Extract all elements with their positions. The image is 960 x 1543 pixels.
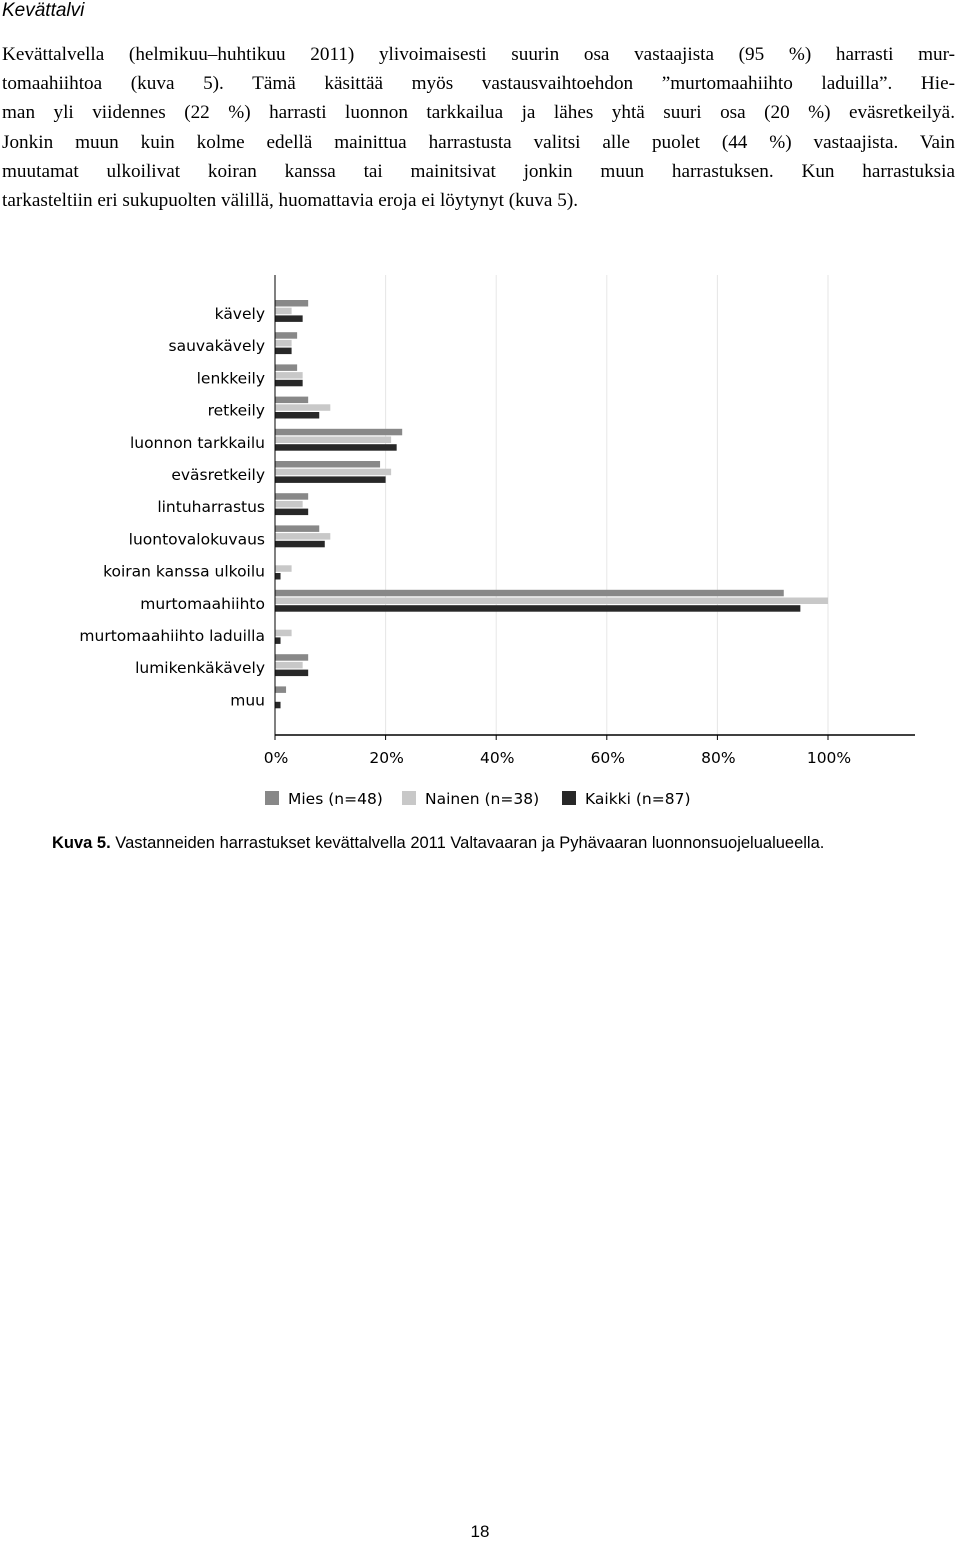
category-label: luonnon tarkkailu	[129, 433, 265, 452]
category-label: sauvakävely	[168, 337, 265, 356]
paragraph-line: muutamat ulkoilivat koiran kanssa tai mainitsivat jonkin muun harrastuksen. Kun harrastuksia	[2, 160, 955, 182]
paragraph-line: Kevättalvella (helmikuu–huhtikuu 2011) ylivoimaisesti suurin osa vastaajista (95 %) harrasti mur-	[2, 44, 955, 65]
x-tick-label: 0%	[263, 749, 289, 767]
section-title: Kevättalvi	[2, 0, 85, 21]
bar	[275, 702, 281, 709]
bar	[275, 397, 308, 404]
bar	[275, 461, 380, 468]
legend-swatch	[402, 791, 416, 805]
x-tick-label: 20%	[369, 749, 404, 767]
bar	[275, 598, 828, 605]
legend-label: Kaikki (n=87)	[585, 790, 691, 808]
bar	[275, 476, 386, 483]
paragraph-line: tomaahiihtoa (kuva 5). Tämä käsittää myös vastausvaihtoehdon ”murtomaahiihto laduilla”. Hie-	[2, 73, 955, 95]
bar	[275, 573, 281, 580]
bar	[275, 332, 297, 339]
paragraph-line: Jonkin muun kuin kolme edellä mainittua harrastusta valitsi alle puolet (44 %) vastaajista. Vain	[2, 131, 955, 153]
legend-label: Nainen (n=38)	[425, 790, 540, 808]
bar	[275, 637, 281, 644]
legend-label: Mies (n=48)	[288, 790, 383, 808]
bar	[275, 565, 292, 572]
category-label: murtomaahiihto	[140, 594, 265, 613]
x-tick-label: 80%	[701, 749, 736, 767]
bar	[275, 509, 308, 515]
bar	[275, 662, 303, 669]
bar	[275, 590, 784, 597]
paragraph-line: tarkasteltiin eri sukupuolten välillä, huomattavia eroja ei löytynyt (kuva 5).	[2, 190, 578, 212]
category-label: luontovalokuvaus	[128, 530, 265, 549]
legend-swatch	[265, 791, 279, 805]
bar	[275, 340, 292, 347]
bar	[275, 300, 308, 307]
bar	[275, 541, 325, 548]
bar	[275, 315, 303, 322]
paragraph-line: man yli viidennes (22 %) harrasti luonnon tarkkailua ja lähes yhtä suuri osa (20 %) eväsretkeilyä.	[2, 102, 955, 124]
category-label: murtomaahiihto laduilla	[79, 627, 265, 645]
bar	[275, 493, 308, 500]
bar	[275, 308, 292, 315]
category-label: retkeily	[207, 401, 265, 420]
caption-label: Kuva 5.	[52, 834, 111, 852]
x-tick-label: 40%	[479, 749, 515, 767]
bar	[275, 670, 308, 677]
category-label: kävely	[214, 305, 265, 323]
bar	[275, 525, 319, 532]
bar-chart	[40, 275, 930, 825]
bar	[275, 437, 391, 444]
bar	[275, 630, 292, 637]
category-label: lintuharrastus	[157, 498, 265, 517]
page-number: 18	[470, 1522, 490, 1541]
category-label: lenkkeily	[196, 369, 265, 388]
body-paragraph	[2, 40, 955, 215]
bar	[275, 348, 292, 355]
bar	[275, 605, 800, 612]
category-label: koiran kanssa ulkoilu	[103, 562, 265, 581]
x-tick-label: 100%	[806, 749, 852, 767]
bar	[275, 469, 391, 476]
category-label: muu	[230, 691, 265, 710]
bar	[275, 444, 397, 451]
category-label: eväsretkeily	[171, 466, 265, 484]
bar	[275, 654, 308, 661]
legend-swatch	[562, 791, 576, 805]
bar	[275, 412, 319, 419]
category-label: lumikenkäkävely	[135, 659, 265, 678]
bar	[275, 501, 303, 508]
bar	[275, 686, 286, 693]
bar	[275, 372, 303, 379]
x-tick-label: 60%	[590, 749, 626, 767]
bar	[275, 404, 330, 411]
bar	[275, 380, 303, 387]
bar	[275, 429, 402, 436]
caption-text: Vastanneiden harrastukset kevättalvella 2011 Valtavaaran ja Pyhävaaran luonnonsuojelualueella.	[110, 834, 825, 852]
figure-caption	[52, 834, 824, 853]
bar	[275, 533, 330, 540]
bar	[275, 364, 297, 371]
